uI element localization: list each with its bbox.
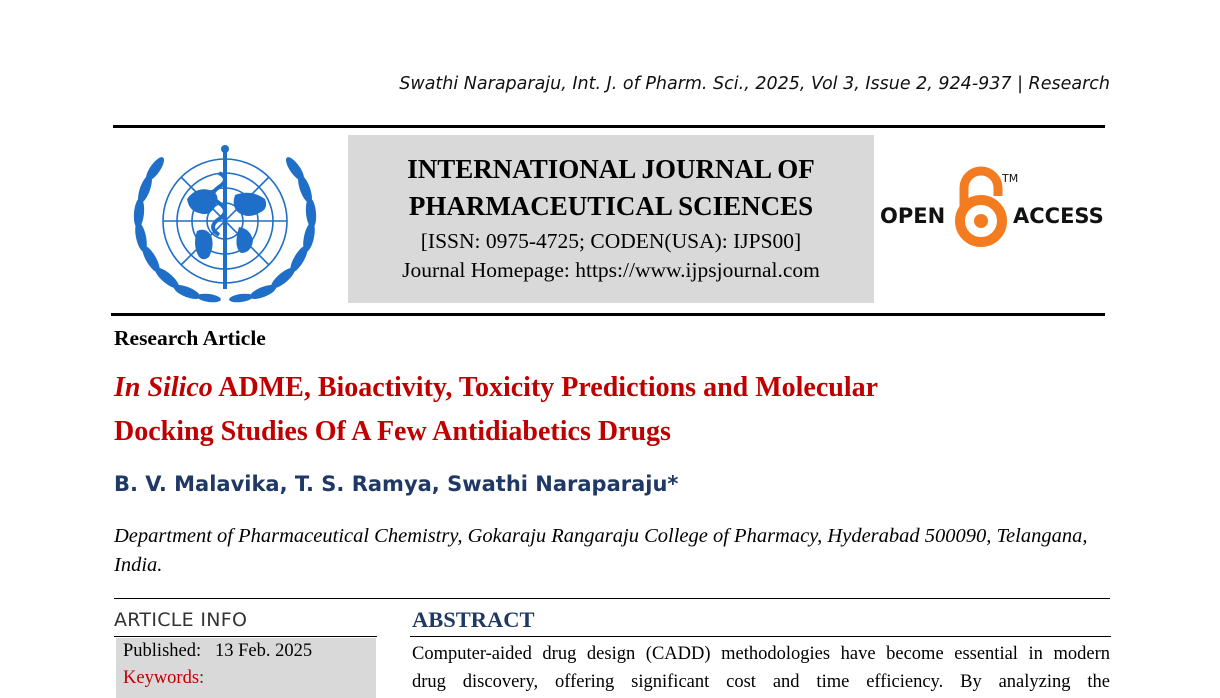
title-line2: Docking Studies Of A Few Antidiabetics Drugs (114, 416, 671, 447)
header-rule-bottom (111, 313, 1105, 316)
running-head: Swathi Naraparaju, Int. J. of Pharm. Sci., 2025, Vol 3, Issue 2, 924-937 | Research (399, 74, 1110, 94)
author-list: B. V. Malavika, T. S. Ramya, Swathi Naraparaju* (114, 472, 679, 496)
affiliation: Department of Pharmaceutical Chemistry, Gokaraju Rangaraju College of Pharmacy, Hyderabad 500090, Telangana, India. (114, 525, 1088, 576)
journal-header-box (348, 135, 874, 303)
keywords-label: Keywords: (123, 668, 205, 688)
article-title (114, 366, 1074, 454)
article-info-rule (114, 636, 377, 637)
open-access-lock-icon (880, 166, 1108, 250)
journal-homepage: Journal Homepage: https://www.ijpsjournal.com (402, 258, 820, 282)
published-date: 13 Feb. 2025 (215, 641, 313, 661)
access-word: ACCESS (1013, 204, 1104, 228)
trademark-mark: TM (1002, 172, 1019, 185)
abstract-rule (410, 636, 1111, 637)
abstract-heading: ABSTRACT (412, 607, 535, 632)
journal-name-line2: PHARMACEUTICAL SCIENCES (408, 191, 814, 221)
article-info-box (116, 638, 376, 698)
journal-name (348, 151, 874, 225)
section-rule (114, 598, 1110, 599)
article-type: Research Article (114, 326, 266, 350)
abstract-text (412, 640, 1110, 696)
title-italic-part: In Silico (114, 372, 213, 403)
journal-name-line1: INTERNATIONAL JOURNAL OF (407, 154, 815, 184)
abstract-line-2: drug discovery, offering significant cost and time efficiency. By analyzing the (412, 672, 1110, 692)
open-word: OPEN (880, 204, 946, 228)
published-label: Published: (123, 641, 202, 661)
abstract-line-1: Computer-aided drug design (CADD) methodologies have become essential in modern (412, 644, 1110, 664)
article-info-header: ARTICLE INFO (114, 609, 248, 631)
header-rule-top (113, 125, 1105, 128)
un-style-emblem-icon (127, 139, 323, 305)
published-row (123, 641, 312, 662)
journal-issn: [ISSN: 0975-4725; CODEN(USA): IJPS00] (420, 229, 802, 253)
title-line1-rest: ADME, Bioactivity, Toxicity Predictions and Molecular (212, 372, 879, 403)
